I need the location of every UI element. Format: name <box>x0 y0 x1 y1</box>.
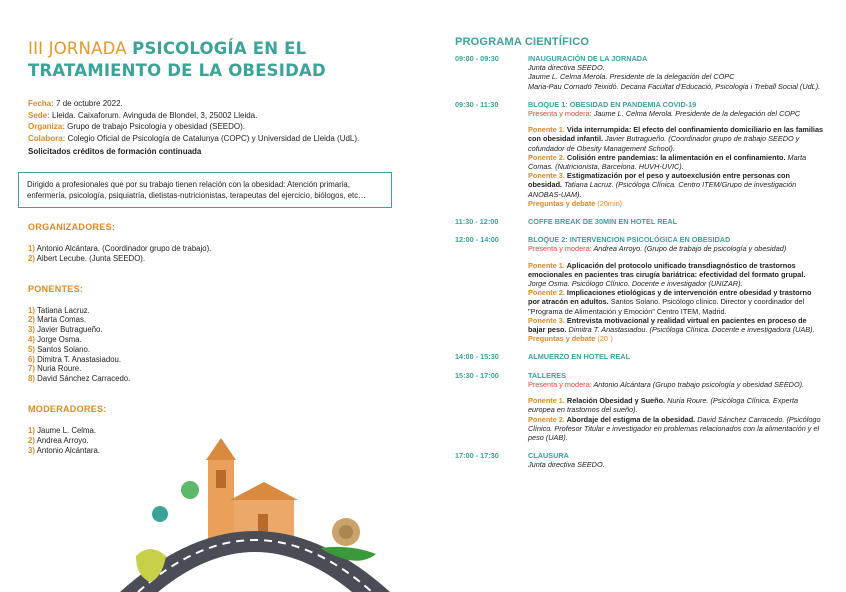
list-item: 8) David Sánchez Carracedo. <box>28 374 131 384</box>
list-item: 6) Dimitra T. Anastasiadou. <box>28 354 122 364</box>
program-heading: PROGRAMA CIENTÍFICO <box>455 36 590 48</box>
program-row-clausura: 17:00 - 17:30 CLAUSURA Junta directiva SEEDO. <box>455 451 605 470</box>
moderadores-heading: MODERADORES: <box>28 403 107 414</box>
list-item: 1) Jaume L. Celma. <box>28 425 97 435</box>
illustration-city-road <box>120 430 390 592</box>
list-item: 2) Andrea Arroyo. <box>28 435 89 445</box>
target-audience-box: Dirigido a profesionales que por su trabajo tienen relación con la obesidad: Atención primaria, enfermería, psicología, psiquiatría, dietistas-nutricionistas, terapeutas del ejercicio, biólogos, etc… <box>18 172 392 208</box>
list-item: 7) Nuria Roure. <box>28 364 82 374</box>
ponentes-list <box>28 306 392 384</box>
list-item: 5) Santos Solano. <box>28 344 90 354</box>
program-row-bloque-2: 12:00 - 14:00 BLOQUE 2: INTERVENCION PSICOLÓGICA EN OBESIDAD Presenta y modera: Andrea Arroyo. (Grupo de trabajo de psicología y obesidad) Ponente 1. Aplicación del protocolo unificado transdiagnóstico de trastornos emocionales en pacientes tras cirugía bariátrica: efectividad del formato grupal. Jorge Osma. Psicólogo Clínico. Docente e investigador (UNIZAR). Ponente 2. Implicaciones etiológicas y de intervención entre obesidad y trastorno por atracón en adultos. Santos Solano. Psicólogo clínico. Director y coordinador del "Programa de Alimentación y Emoción" Centro ITEM, Madrid. Ponente 3. Entrevista motivacional y realidad virtual en pacientes en proceso de bajar peso. Dimitra T. Anastasiadou. (Psicóloga Clínica. Docente e investigadora (UAB). Preguntas y debate (20´) <box>455 235 815 344</box>
info-sede: Sede: Lleida. Caixaforum. Avinguda de Blondel, 3, 25002 Lleida. <box>28 110 258 120</box>
list-item: 1) Tatiana Lacruz. <box>28 305 90 315</box>
ponentes-heading: PONENTES: <box>28 283 84 294</box>
info-organiza: Organiza: Grupo de trabajo Psicología y obesidad (SEEDO). <box>28 122 245 132</box>
tree-icon <box>181 481 199 499</box>
program-column <box>455 36 825 470</box>
list-item: 2) Albert Lecube. (Junta SEEDO). <box>28 253 146 263</box>
list-item: 3) Antonio Alcántara. <box>28 445 100 455</box>
title-line-1: PSICOLOGÍA EN EL <box>132 39 307 58</box>
list-item: 2) Marta Comas. <box>28 315 87 325</box>
list-item: 4) Jorge Osma. <box>28 334 82 344</box>
title-edition: III JORNADA <box>28 39 127 58</box>
program-row-bloque-1: 09:30 - 11:30 BLOQUE 1: OBESIDAD EN PANDEMIA COVID-19 Presenta y modera: Jaume L. Celma Merola. Presidente de la delegación del COPC Ponente 1. Vida interrumpida: El efecto del confinamiento domiciliario en las familias con obesidad infantil. Javier Butragueño. (Coordinador grupo de trabajo SEEDO y cofundador de Obesity Management School). Ponente 2. Colisión entre pandemias: la alimentación en el confinamiento. Marta Comas. (Nutricionista, Barcelona. HUVH-UVIC). Ponente 3. Estigmatización por el peso y autoexclusión entre personas con obesidad. Tatiana Lacruz. (Psicóloga Clínica. Centro ITEM/Grupo de investigación ANOBAS-UAM). Preguntas y debate (20min) <box>455 99 824 208</box>
program-row-inauguracion: 09:00 - 09:30 INAUGURACIÓN DE LA JORNADA Junta directiva SEEDO. Jaume L. Celma Merola. Presidente de la delegación del COPC Maria-Pau Cornadó Teixidó. Decana Facultat d'Educació, Psicologia i Treball Social (UdL). <box>455 54 821 91</box>
left-column <box>28 38 392 455</box>
info-creditos: Solicitados créditos de formación continuada <box>28 147 202 157</box>
info-fecha: Fecha: 7 de octubre 2022. <box>28 99 123 108</box>
organizadores-list <box>28 244 392 264</box>
info-colabora: Colabora: Colegio Oficial de Psicología de Catalunya (COPC) y Universidad de Lleida (UdL). <box>28 133 360 143</box>
program-row-coffee: 11:30 - 12:00 COFFE BREAK DE 30MIN EN HOTEL REAL <box>455 217 678 227</box>
event-title <box>28 38 392 82</box>
program-row-almuerzo: 14:00 - 15:30 ALMUERZO EN HOTEL REAL <box>455 352 631 362</box>
list-item: 1) Antonio Alcántara. (Coordinador grupo de trabajo). <box>28 243 212 253</box>
program-row-talleres: 15:30 - 17:00 TALLERES Presenta y modera: Antonio Alcántara (Grupo trabajo psicología y obesidad SEEDO). Ponente 1. Relación Obesidad y Sueño. Nuria Roure. (Psicóloga Clínica. Experta europea en trastornos del sueño). Ponente 2. Abordaje del estigma de la obesidad. David Sánchez Carracedo. (Psicólogo Clínico. Profesor Titular e investigador en problemas relacionados con la alimentación y el peso (UAB). <box>455 370 821 442</box>
tree-icon <box>152 506 168 522</box>
organizadores-heading: ORGANIZADORES: <box>28 221 116 232</box>
title-line-2: TRATAMIENTO DE LA OBESIDAD <box>28 61 326 80</box>
event-info <box>28 98 392 158</box>
list-item: 3) Javier Butragueño. <box>28 325 103 335</box>
